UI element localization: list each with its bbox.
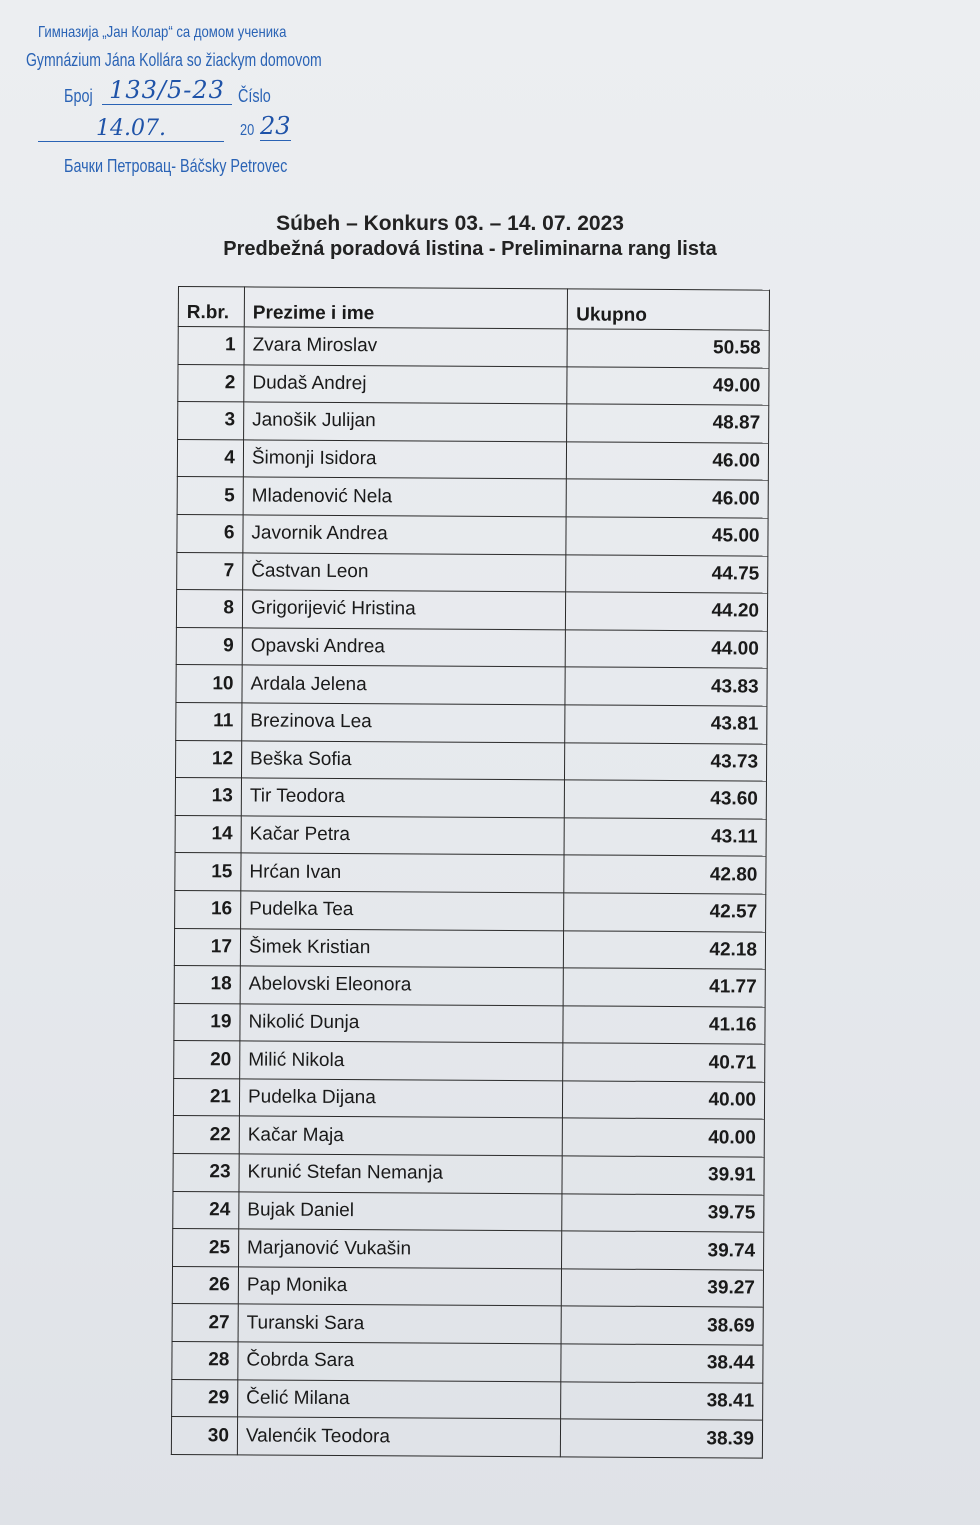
total-cell: 40.00	[563, 1118, 765, 1157]
header-name: Prezime i ime	[244, 287, 568, 329]
table-header-row	[178, 287, 769, 331]
name-cell: Marjanović Vukašin	[238, 1229, 562, 1269]
table-row	[178, 364, 769, 405]
name-cell: Abelovski Eleonora	[240, 966, 564, 1006]
table-row	[175, 740, 766, 781]
rank-cell: 21	[173, 1078, 239, 1116]
stamp-year-suffix: 23	[260, 112, 291, 140]
table-row	[178, 327, 769, 368]
name-cell: Opavski Andrea	[242, 628, 566, 668]
table-row	[172, 1304, 763, 1345]
total-cell: 38.69	[561, 1306, 763, 1345]
total-cell: 39.74	[562, 1231, 764, 1270]
table-row	[173, 1116, 764, 1157]
ranking-table-wrapper	[171, 286, 776, 1458]
stamp-year-prefix: 20	[240, 122, 255, 139]
name-cell: Nikolić Dunja	[240, 1004, 564, 1044]
document-subtitle: Predbežná poradová listina - Preliminarna rang lista	[223, 238, 717, 260]
table-row	[173, 1154, 764, 1195]
total-cell: 44.00	[566, 630, 768, 669]
name-cell: Valenćik Teodora	[237, 1417, 561, 1457]
total-cell: 44.75	[566, 554, 768, 593]
table-row	[175, 853, 766, 894]
total-cell: 43.81	[565, 705, 767, 744]
name-cell: Brezinova Lea	[242, 703, 566, 743]
table-row	[174, 966, 765, 1007]
header-rank: R.br.	[178, 287, 244, 327]
total-cell: 43.60	[565, 780, 767, 819]
name-cell: Zvara Miroslav	[244, 327, 568, 367]
total-cell: 43.73	[565, 742, 767, 781]
table-row	[175, 778, 766, 819]
rank-cell: 13	[175, 778, 241, 816]
total-cell: 45.00	[566, 517, 768, 556]
rank-cell: 18	[174, 966, 240, 1004]
rank-cell: 7	[177, 552, 243, 590]
rank-cell: 24	[173, 1191, 239, 1229]
name-cell: Kačar Petra	[241, 816, 565, 856]
total-cell: 46.00	[566, 479, 768, 518]
table-row	[172, 1266, 763, 1307]
table-row	[172, 1342, 763, 1383]
rank-cell: 2	[178, 364, 244, 402]
rank-cell: 12	[175, 740, 241, 778]
table-row	[175, 890, 766, 931]
header-total: Ukupno	[568, 289, 770, 330]
rank-cell: 26	[172, 1266, 238, 1304]
stamp-number-value: 133/5-23	[102, 76, 232, 105]
table-row	[177, 552, 768, 593]
registry-stamp	[22, 18, 322, 188]
rank-cell: 5	[177, 477, 243, 515]
name-cell: Javornik Andrea	[243, 515, 567, 555]
rank-cell: 17	[174, 928, 240, 966]
table-row	[174, 928, 765, 969]
total-cell: 42.57	[564, 893, 766, 932]
document-title: Súbeh – Konkurs 03. – 14. 07. 2023	[276, 212, 624, 235]
name-cell: Bujak Daniel	[239, 1192, 563, 1232]
name-cell: Beška Sofia	[241, 740, 565, 780]
rank-cell: 29	[172, 1379, 238, 1417]
table-row	[177, 514, 768, 555]
rank-cell: 20	[174, 1041, 240, 1079]
name-cell: Pudelka Dijana	[239, 1079, 563, 1119]
total-cell: 43.83	[565, 667, 767, 706]
stamp-institution-cyrillic: Гимназија „Јан Колар“ са домом ученика	[38, 24, 287, 41]
rank-cell: 9	[176, 627, 242, 665]
total-cell: 41.16	[563, 1006, 765, 1045]
table-row	[176, 627, 767, 668]
table-row	[178, 402, 769, 443]
total-cell: 46.00	[567, 442, 769, 481]
rank-cell: 11	[176, 702, 242, 740]
table-row	[176, 665, 767, 706]
table-row	[177, 439, 768, 480]
rank-cell: 15	[175, 853, 241, 891]
table-row	[173, 1191, 764, 1232]
total-cell: 38.41	[561, 1381, 763, 1420]
rank-cell: 16	[175, 890, 241, 928]
table-row	[172, 1379, 763, 1420]
rank-cell: 4	[177, 439, 243, 477]
table-row	[171, 1417, 762, 1458]
rank-cell: 22	[173, 1116, 239, 1154]
rank-cell: 14	[175, 815, 241, 853]
rank-cell: 10	[176, 665, 242, 703]
rank-cell: 30	[171, 1417, 237, 1455]
rank-cell: 3	[178, 402, 244, 440]
rank-cell: 6	[177, 514, 243, 552]
total-cell: 39.75	[562, 1194, 764, 1233]
total-cell: 49.00	[567, 366, 769, 405]
rank-cell: 19	[174, 1003, 240, 1041]
name-cell: Pudelka Tea	[241, 891, 565, 931]
total-cell: 38.39	[561, 1419, 763, 1458]
name-cell: Dudaš Andrej	[244, 364, 568, 404]
total-cell: 40.00	[563, 1081, 765, 1120]
total-cell: 48.87	[567, 404, 769, 443]
stamp-place: Бачки Петровац- Báčsky Petrovec	[64, 156, 288, 176]
rank-cell: 25	[173, 1229, 239, 1267]
rank-cell: 28	[172, 1342, 238, 1380]
total-cell: 41.77	[563, 968, 765, 1007]
total-cell: 50.58	[567, 329, 769, 368]
table-row	[174, 1003, 765, 1044]
table-row	[175, 815, 766, 856]
table-row	[176, 702, 767, 743]
ranking-table	[171, 286, 770, 1458]
total-cell: 39.91	[562, 1156, 764, 1195]
rank-cell: 23	[173, 1154, 239, 1192]
name-cell: Šimek Kristian	[240, 928, 564, 968]
table-row	[174, 1041, 765, 1082]
rank-cell: 27	[172, 1304, 238, 1342]
name-cell: Pap Monika	[238, 1267, 562, 1307]
table-row	[177, 477, 768, 518]
name-cell: Milić Nikola	[240, 1041, 564, 1081]
table-row	[173, 1229, 764, 1270]
name-cell: Čelić Milana	[238, 1380, 562, 1420]
name-cell: Kačar Maja	[239, 1116, 563, 1156]
ranking-table-body	[171, 327, 769, 1458]
name-cell: Šimonji Isidora	[243, 440, 567, 480]
total-cell: 39.27	[562, 1269, 764, 1308]
name-cell: Grigorijević Hristina	[242, 590, 566, 630]
total-cell: 38.44	[561, 1344, 763, 1383]
name-cell: Hrćan Ivan	[241, 853, 565, 893]
stamp-number-label-slovak: Číslo	[238, 86, 271, 106]
name-cell: Turanski Sara	[238, 1304, 562, 1344]
rank-cell: 1	[178, 327, 244, 365]
total-cell: 42.18	[564, 930, 766, 969]
name-cell: Janošik Julijan	[244, 402, 568, 442]
name-cell: Krunić Stefan Nemanja	[239, 1154, 563, 1194]
total-cell: 42.80	[564, 855, 766, 894]
total-cell: 43.11	[564, 818, 766, 857]
name-cell: Ardala Jelena	[242, 665, 566, 705]
rank-cell: 8	[176, 590, 242, 628]
name-cell: Mladenović Nela	[243, 477, 567, 517]
name-cell: Čobrda Sara	[238, 1342, 562, 1382]
table-row	[173, 1078, 764, 1119]
total-cell: 44.20	[566, 592, 768, 631]
stamp-date-value: 14.07.	[38, 116, 224, 142]
stamp-number-label: Број	[64, 86, 93, 106]
name-cell: Častvan Leon	[243, 552, 567, 592]
table-row	[176, 590, 767, 631]
total-cell: 40.71	[563, 1043, 765, 1082]
stamp-institution-slovak: Gymnázium Jána Kollára so žiackym domovom	[26, 50, 322, 70]
name-cell: Tir Teodora	[241, 778, 565, 818]
